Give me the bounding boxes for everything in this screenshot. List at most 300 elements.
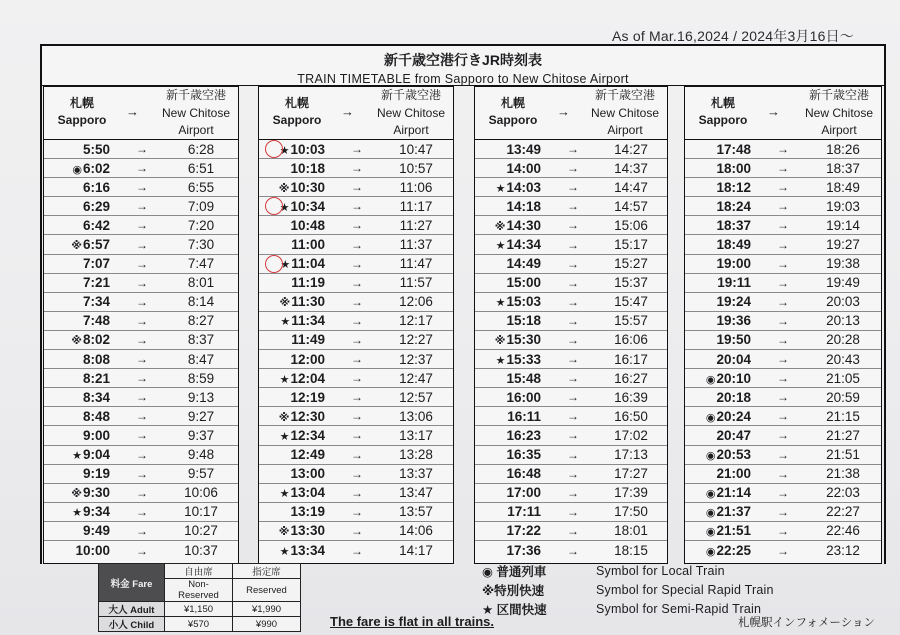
departure-time: 11:04 — [291, 256, 325, 272]
train-type-mark: ◉ — [705, 546, 716, 559]
arrow-icon: → — [777, 218, 789, 233]
train-type-mark: ★ — [72, 450, 82, 463]
train-type-mark: ★ — [280, 316, 291, 329]
arrival-time: 16:27 — [614, 370, 648, 386]
arrow-icon: → — [567, 313, 579, 328]
arrow-icon: → — [136, 332, 148, 347]
departure-cell — [685, 180, 755, 195]
departure-cell — [475, 256, 545, 271]
arrival-time: 19:38 — [826, 256, 860, 272]
train-row — [259, 178, 453, 197]
train-type-mark: ◉ — [705, 411, 716, 424]
train-row — [475, 426, 667, 445]
departure-station-jp: 札幌 — [710, 96, 735, 110]
departure-station-header — [54, 95, 110, 129]
arrow-icon: → — [351, 294, 363, 309]
train-row — [44, 541, 238, 560]
departure-cell — [44, 352, 114, 367]
arrival-time: 14:27 — [614, 141, 648, 157]
arrow-icon: → — [567, 504, 579, 519]
train-row — [259, 216, 453, 235]
train-row — [685, 331, 881, 350]
fare-adult-reserved: ¥1,990 — [233, 602, 301, 617]
departure-time: 18:00 — [716, 160, 751, 176]
arrival-time: 15:27 — [614, 256, 648, 272]
train-type-mark: ※ — [71, 240, 82, 253]
departure-time: 14:49 — [506, 256, 541, 272]
departure-cell — [44, 313, 114, 328]
departure-cell — [475, 294, 545, 309]
departure-time: 15:18 — [506, 313, 541, 329]
arrival-time: 21:38 — [826, 466, 860, 482]
arrival-station-en-1: New Chitose — [376, 105, 446, 120]
departure-time: 12:30 — [290, 408, 325, 424]
departure-time: 14:30 — [506, 217, 541, 233]
direction-arrow-icon: → — [126, 104, 139, 119]
effective-date: As of Mar.16,2024 / 2024年3月16日～ — [612, 28, 854, 44]
arrow-icon: → — [567, 447, 579, 462]
train-row — [44, 255, 238, 274]
arrow-icon: → — [351, 313, 363, 328]
train-row — [685, 388, 881, 407]
departure-station-en: Sapporo — [698, 113, 748, 127]
arrow-icon: → — [567, 332, 579, 347]
legend-semi-rapid-jp: ★ 区間快速 — [482, 602, 547, 617]
arrow-icon: → — [136, 218, 148, 233]
departure-cell — [475, 409, 545, 424]
train-row — [475, 159, 667, 178]
arrival-time: 13:17 — [399, 427, 433, 443]
departure-cell — [259, 409, 329, 424]
departure-cell — [685, 142, 755, 157]
train-row — [685, 255, 881, 274]
departure-cell — [44, 256, 114, 271]
departure-time: 13:30 — [290, 523, 325, 539]
arrow-icon: → — [136, 199, 148, 214]
arrival-time: 8:14 — [187, 294, 215, 310]
departure-cell — [475, 543, 545, 558]
departure-time: 17:48 — [716, 141, 751, 157]
train-type-mark: ★ — [279, 201, 290, 214]
arrival-time: 14:06 — [399, 523, 433, 539]
fare-nonreserved-jp: 自由席 — [165, 564, 233, 579]
departure-time: 6:57 — [82, 237, 110, 253]
departure-time: 10:48 — [290, 217, 325, 233]
departure-cell — [44, 161, 114, 176]
arrival-time: 12:57 — [399, 389, 433, 405]
departure-cell — [685, 199, 755, 214]
departure-time: 12:34 — [290, 427, 325, 443]
arrow-icon: → — [567, 294, 579, 309]
arrival-time: 10:06 — [184, 485, 218, 501]
arrival-station-header — [160, 87, 232, 140]
arrival-time: 17:50 — [614, 504, 648, 520]
legend-semi-rapid-en: Symbol for Semi-Rapid Train — [596, 601, 762, 616]
train-row — [685, 293, 881, 312]
departure-time: 18:24 — [716, 198, 751, 214]
departure-cell — [44, 275, 114, 290]
departure-cell — [475, 142, 545, 157]
arrow-icon: → — [777, 199, 789, 214]
train-type-mark: ★ — [279, 373, 290, 386]
train-row — [685, 426, 881, 445]
departure-time: 17:36 — [506, 543, 541, 559]
departure-cell — [259, 275, 329, 290]
arrow-icon: → — [567, 466, 579, 481]
fare-adult-label: 大人 Adult — [99, 602, 165, 617]
train-row — [475, 197, 667, 216]
arrow-icon: → — [777, 447, 789, 462]
arrow-icon: → — [136, 428, 148, 443]
arrival-time: 7:30 — [187, 237, 215, 253]
departure-time: 14:18 — [506, 198, 541, 214]
timetable-column-1 — [43, 86, 239, 564]
arrival-station-en-2: Airport — [607, 123, 643, 137]
arrival-time: 17:27 — [614, 466, 648, 482]
train-row — [475, 140, 667, 159]
departure-cell — [259, 313, 329, 328]
departure-cell — [259, 294, 329, 309]
arrival-time: 10:27 — [184, 523, 218, 539]
departure-time: 9:19 — [82, 466, 110, 482]
handwritten-circle-mark — [265, 140, 283, 158]
train-row — [259, 407, 453, 426]
arrival-time: 21:51 — [826, 447, 860, 463]
train-row — [475, 274, 667, 293]
departure-time: 7:48 — [82, 313, 110, 329]
departure-cell — [685, 523, 755, 538]
train-row — [259, 388, 453, 407]
departure-time: 16:11 — [507, 408, 541, 424]
train-row — [44, 388, 238, 407]
arrival-station-en-1: New Chitose — [804, 105, 874, 120]
departure-cell — [475, 428, 545, 443]
train-row — [685, 407, 881, 426]
departure-cell — [685, 161, 755, 176]
arrival-time: 14:17 — [399, 543, 433, 559]
departure-cell — [685, 275, 755, 290]
arrival-station-header — [375, 87, 447, 140]
arrow-icon: → — [351, 218, 363, 233]
departure-station-en: Sapporo — [57, 113, 107, 127]
timetable-column-2 — [258, 86, 454, 564]
departure-time: 19:50 — [716, 332, 751, 348]
departure-cell — [44, 390, 114, 405]
arrival-time: 12:47 — [399, 370, 433, 386]
train-type-mark: ★ — [280, 259, 291, 272]
title-english: TRAIN TIMETABLE from Sapporo to New Chitose Airport — [297, 72, 629, 86]
train-row — [259, 541, 453, 560]
arrival-time: 21:27 — [826, 427, 860, 443]
arrival-time: 21:15 — [826, 408, 860, 424]
departure-cell — [475, 371, 545, 386]
departure-time: 10:34 — [290, 198, 325, 214]
train-row — [259, 446, 453, 465]
train-row — [685, 446, 881, 465]
train-row — [259, 140, 453, 159]
train-row — [44, 465, 238, 484]
arrow-icon: → — [136, 161, 148, 176]
train-row — [44, 293, 238, 312]
train-type-mark: ※ — [71, 335, 82, 348]
arrow-icon: → — [351, 332, 363, 347]
arrival-time: 19:14 — [826, 217, 860, 233]
arrow-icon: → — [351, 543, 363, 558]
arrival-station-header — [589, 87, 661, 140]
departure-time: 9:00 — [82, 427, 110, 443]
departure-time: 7:07 — [82, 256, 110, 272]
departure-cell — [685, 409, 755, 424]
train-row — [44, 426, 238, 445]
departure-time: 14:00 — [506, 160, 541, 176]
train-row — [259, 312, 453, 331]
arrow-icon: → — [567, 180, 579, 195]
departure-cell — [685, 504, 755, 519]
departure-time: 10:30 — [290, 179, 325, 195]
arrow-icon: → — [136, 371, 148, 386]
arrival-time: 6:28 — [187, 141, 215, 157]
departure-time: 21:51 — [716, 523, 751, 539]
arrow-icon: → — [351, 504, 363, 519]
departure-time: 6:42 — [82, 217, 110, 233]
arrival-time: 8:01 — [187, 275, 215, 291]
departure-time: 9:30 — [82, 485, 110, 501]
train-row — [44, 331, 238, 350]
departure-cell — [44, 428, 114, 443]
departure-time: 11:30 — [291, 294, 325, 310]
arrow-icon: → — [777, 237, 789, 252]
arrow-icon: → — [351, 390, 363, 405]
arrow-icon: → — [136, 485, 148, 500]
arrow-icon: → — [136, 466, 148, 481]
arrow-icon: → — [567, 543, 579, 558]
departure-time: 8:34 — [82, 389, 110, 405]
arrow-icon: → — [567, 256, 579, 271]
arrow-icon: → — [567, 409, 579, 424]
train-type-mark: ★ — [279, 430, 290, 443]
arrival-time: 22:46 — [826, 523, 860, 539]
departure-cell — [259, 332, 329, 347]
arrow-icon: → — [351, 161, 363, 176]
direction-arrow-icon: → — [557, 104, 570, 119]
train-row — [475, 369, 667, 388]
train-row — [44, 140, 238, 159]
train-row — [685, 312, 881, 331]
train-type-mark: ※ — [71, 488, 82, 501]
train-row — [44, 369, 238, 388]
departure-cell — [685, 218, 755, 233]
departure-cell — [259, 523, 329, 538]
arrival-time: 13:57 — [399, 504, 433, 520]
departure-station-en: Sapporo — [488, 113, 538, 127]
train-row — [475, 255, 667, 274]
arrival-time: 22:27 — [826, 504, 860, 520]
arrow-icon: → — [351, 485, 363, 500]
train-row — [44, 159, 238, 178]
arrival-time: 11:37 — [399, 237, 433, 253]
departure-time: 20:04 — [716, 351, 751, 367]
arrival-time: 20:59 — [826, 389, 860, 405]
departure-time: 5:50 — [82, 141, 110, 157]
arrival-time: 15:17 — [614, 237, 648, 253]
departure-cell — [475, 466, 545, 481]
arrow-icon: → — [777, 409, 789, 424]
arrival-time: 20:28 — [826, 332, 860, 348]
arrow-icon: → — [136, 256, 148, 271]
departure-time: 6:16 — [82, 179, 110, 195]
train-row — [259, 503, 453, 522]
arrow-icon: → — [351, 180, 363, 195]
arrow-icon: → — [351, 428, 363, 443]
departure-cell — [475, 180, 545, 195]
arrival-station-header — [803, 87, 875, 140]
arrow-icon: → — [351, 237, 363, 252]
arrow-icon: → — [136, 504, 148, 519]
arrival-time: 6:55 — [187, 179, 215, 195]
departure-time: 14:34 — [506, 237, 541, 253]
arrow-icon: → — [777, 466, 789, 481]
arrival-time: 8:59 — [187, 370, 215, 386]
departure-time: 9:49 — [82, 523, 110, 539]
arrow-icon: → — [567, 390, 579, 405]
arrow-icon: → — [136, 447, 148, 462]
train-type-mark: ◉ — [705, 507, 716, 520]
arrival-time: 19:27 — [826, 237, 860, 253]
train-row — [475, 522, 667, 541]
train-row — [685, 140, 881, 159]
arrival-time: 10:57 — [399, 160, 433, 176]
departure-cell — [475, 523, 545, 538]
departure-time: 18:12 — [716, 179, 751, 195]
arrival-time: 12:06 — [399, 294, 433, 310]
departure-cell — [44, 543, 114, 558]
departure-time: 12:19 — [290, 389, 325, 405]
train-row — [259, 331, 453, 350]
column-header — [475, 87, 667, 140]
train-row — [259, 274, 453, 293]
column-header — [685, 87, 881, 140]
arrow-icon: → — [777, 180, 789, 195]
departure-cell — [44, 180, 114, 195]
arrival-time: 14:57 — [614, 198, 648, 214]
direction-arrow-icon: → — [341, 104, 354, 119]
departure-time: 15:33 — [506, 351, 541, 367]
fare-nonreserved-en: Non-Reserved — [165, 579, 233, 602]
arrival-station-en-1: New Chitose — [161, 105, 231, 120]
legend-special-rapid-en: Symbol for Special Rapid Train — [596, 582, 774, 597]
legend-local — [478, 561, 774, 580]
train-type-mark: ※ — [279, 297, 291, 310]
arrival-time: 22:03 — [826, 485, 860, 501]
arrow-icon: → — [136, 142, 148, 157]
arrival-time: 9:37 — [187, 427, 215, 443]
arrow-icon: → — [777, 313, 789, 328]
title-japanese: 新千歳空港行きJR時刻表 — [384, 52, 542, 68]
departure-time: 9:34 — [82, 504, 110, 520]
arrow-icon: → — [777, 390, 789, 405]
arrival-time: 7:09 — [187, 198, 215, 214]
train-row — [685, 216, 881, 235]
departure-cell — [259, 390, 329, 405]
train-row — [44, 197, 238, 216]
arrow-icon: → — [567, 485, 579, 500]
arrival-time: 13:47 — [399, 485, 433, 501]
departure-cell — [685, 485, 755, 500]
train-row — [685, 178, 881, 197]
train-row — [475, 235, 667, 254]
train-row — [685, 503, 881, 522]
column-header — [259, 87, 453, 140]
fare-reserved-jp: 指定席 — [233, 564, 301, 579]
departure-cell — [685, 352, 755, 367]
departure-cell — [259, 218, 329, 233]
train-type-mark: ★ — [72, 507, 82, 520]
arrow-icon: → — [136, 275, 148, 290]
departure-cell — [259, 504, 329, 519]
departure-time: 11:00 — [291, 237, 325, 253]
departure-cell — [475, 237, 545, 252]
departure-station-header — [695, 95, 751, 129]
arrow-icon: → — [777, 294, 789, 309]
arrival-station-jp: 新千歳空港 — [165, 88, 226, 102]
departure-time: 6:29 — [82, 198, 110, 214]
legend-special-rapid-jp: ※特別快速 — [482, 583, 545, 598]
arrival-time: 9:57 — [187, 466, 215, 482]
train-type-mark: ※ — [278, 182, 290, 195]
train-row — [685, 369, 881, 388]
arrival-time: 18:01 — [614, 523, 648, 539]
fare-child-label: 小人 Child — [99, 617, 165, 632]
departure-cell — [259, 466, 329, 481]
train-row — [259, 197, 453, 216]
arrival-time: 11:27 — [399, 217, 433, 233]
train-row — [475, 465, 667, 484]
train-row — [685, 522, 881, 541]
arrow-icon: → — [777, 543, 789, 558]
arrow-icon: → — [351, 256, 363, 271]
arrival-station-jp: 新千歳空港 — [808, 88, 869, 102]
arrow-icon: → — [136, 543, 148, 558]
train-row — [259, 484, 453, 503]
arrival-time: 14:47 — [614, 179, 648, 195]
train-type-mark: ★ — [279, 546, 290, 559]
departure-cell — [44, 199, 114, 214]
train-row — [259, 255, 453, 274]
departure-cell — [475, 218, 545, 233]
arrival-station-jp: 新千歳空港 — [594, 88, 655, 102]
arrival-time: 12:17 — [399, 313, 433, 329]
arrow-icon: → — [136, 390, 148, 405]
departure-cell — [44, 504, 114, 519]
arrow-icon: → — [777, 352, 789, 367]
departure-cell — [475, 199, 545, 214]
departure-time: 18:37 — [716, 217, 751, 233]
arrival-time: 20:43 — [826, 351, 860, 367]
arrow-icon: → — [136, 523, 148, 538]
station-information: 札幌駅インフォメーション — [738, 617, 875, 629]
arrow-icon: → — [567, 352, 579, 367]
train-row — [685, 541, 881, 560]
departure-time: 22:25 — [716, 543, 751, 559]
symbol-legend — [478, 561, 774, 618]
arrival-time: 11:17 — [399, 198, 433, 214]
arrow-icon: → — [351, 371, 363, 386]
arrival-station-en-1: New Chitose — [590, 105, 660, 120]
arrival-time: 10:17 — [184, 504, 218, 520]
direction-arrow-icon: → — [767, 104, 780, 119]
arrival-time: 11:47 — [399, 256, 433, 272]
departure-time: 8:08 — [82, 351, 110, 367]
